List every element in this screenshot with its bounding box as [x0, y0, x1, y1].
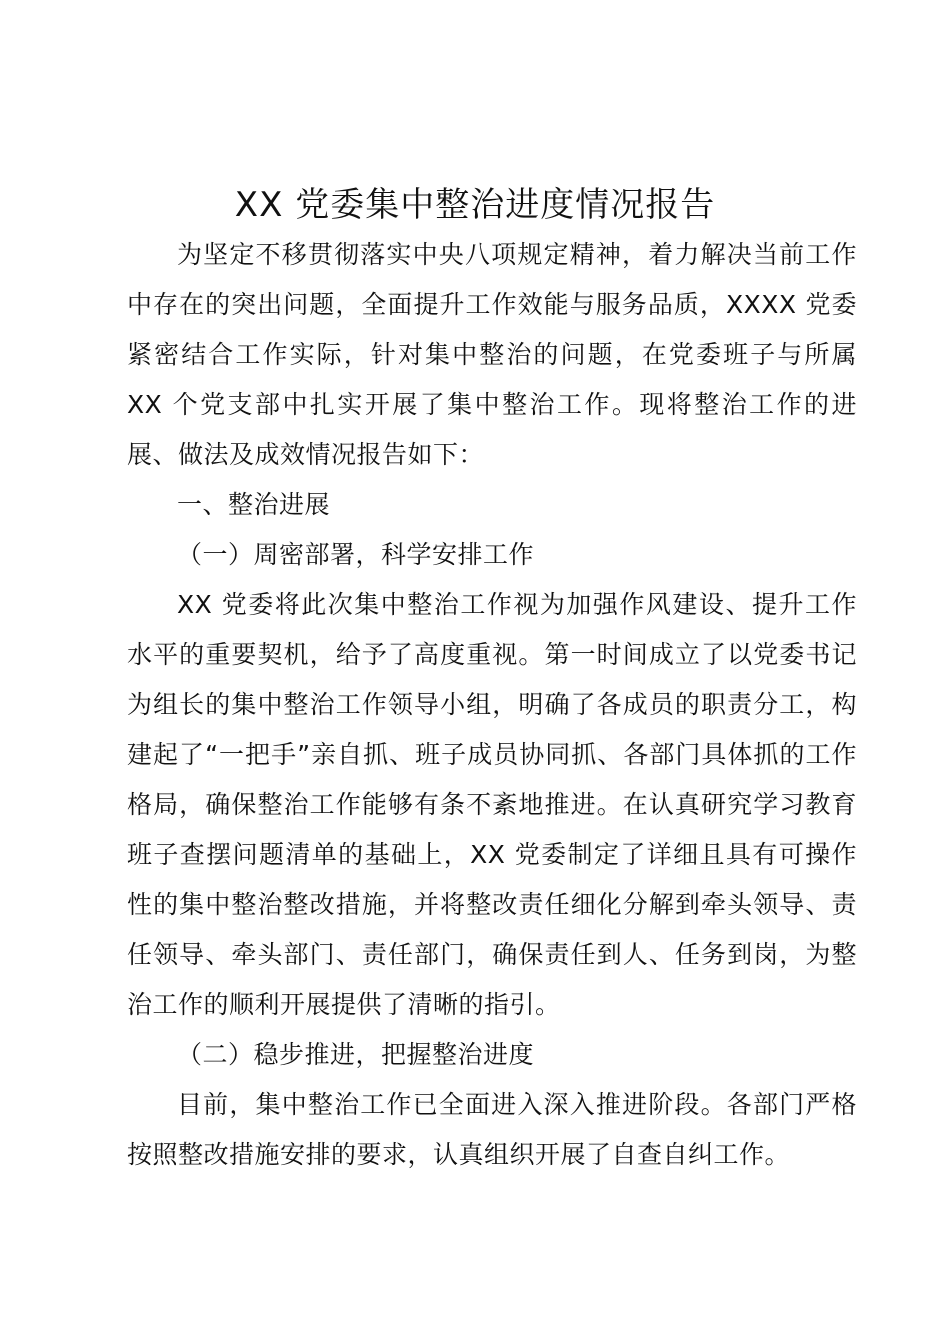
subsection-paragraph-1: XX 党委将此次集中整治工作视为加强作风建设、提升工作水平的重要契机，给予了高度重视。第一时间成立了以党委书记为组长的集中整治工作领导小组，明确了各成员的职责分工，构建起了“一把手”亲自抓、班子成员协同抓、各部门具体抓的工作格局，确保整治工作能够有条不紊地推进。在认真研究学习教育班子查摆问题清单的基础上，XX 党委制定了详细且具有可操作性的集中整治整改措施，并将整改责任细化分解到牵头领导、责任领导、牵头部门、责任部门，确保责任到人、任务到岗，为整治工作的顺利开展提供了清晰的指引。	[127, 590, 857, 1019]
subsection-paragraph-2: 目前，集中整治工作已全面进入深入推进阶段。各部门严格按照整改措施安排的要求，认真组织开展了自查自纠工作。	[127, 1090, 857, 1169]
subsection-heading-1: （一）周密部署，科学安排工作	[177, 540, 535, 569]
document-title: XX 党委集中整治进度情况报告	[234, 185, 716, 225]
document-body	[127, 230, 857, 1180]
section-heading-progress: 一、整治进展	[177, 490, 331, 519]
intro-paragraph: 为坚定不移贯彻落实中央八项规定精神，着力解决当前工作中存在的突出问题，全面提升工作效能与服务品质，XXXX 党委紧密结合工作实际，针对集中整治的问题，在党委班子与所属 XX 个党支部中扎实开展了集中整治工作。现将整治工作的进展、做法及成效情况报告如下：	[127, 240, 857, 469]
subsection-heading-2: （二）稳步推进，把握整治进度	[177, 1040, 535, 1069]
